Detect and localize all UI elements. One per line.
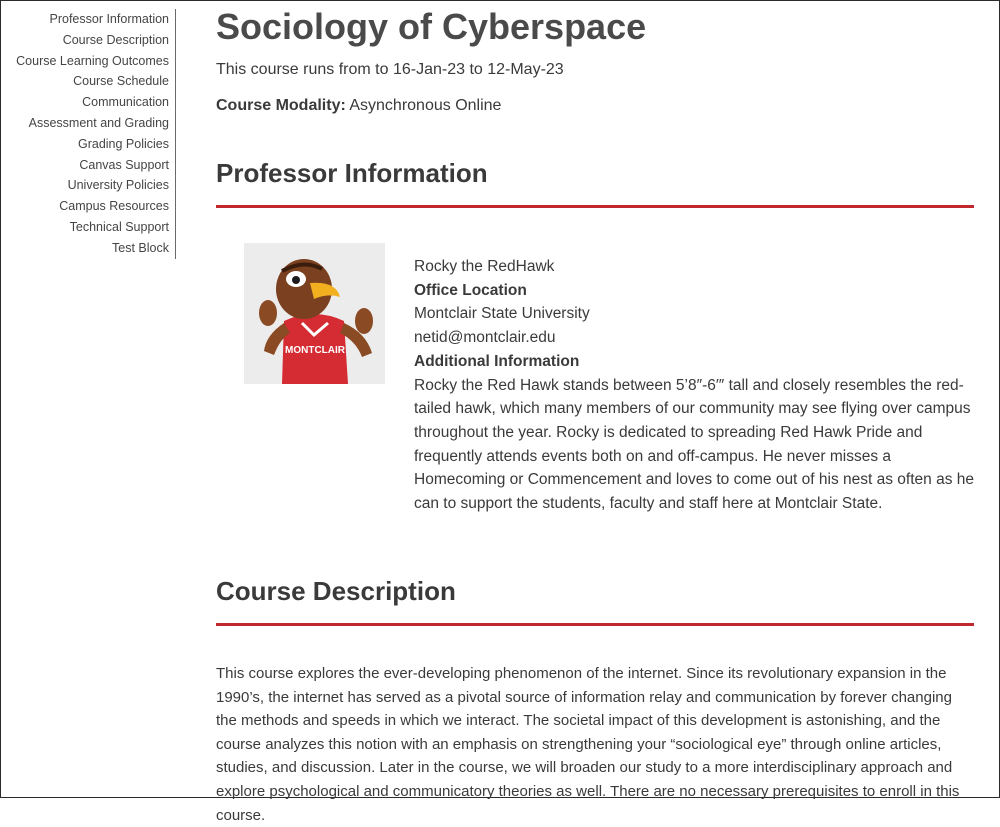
office-location-value: Montclair State University (414, 305, 590, 323)
additional-information-label: Additional Information (414, 352, 580, 370)
course-description-text: This course explores the ever-developing phenomenon of the internet. Since its revolutionary expansion in the 1990’s, the internet has served as a pivotal source of information relay and communication by forever changing the methods and speeds in which we interact. The societal impact of this development is astonishing, and the course analyzes this notion with an emphasis on strengthening your “sociological eye” through online articles, studies, and discussion. Later in the course, we will broaden our study to a more interdisciplinary approach and explore psychological and communicatory theories as well. There are no necessary prerequisites to enroll in this course. (216, 665, 960, 824)
professor-email[interactable]: netid@montclair.edu (414, 329, 556, 347)
sidebar-item-test-block[interactable]: Test Block (112, 240, 169, 255)
sidebar-item-course-description[interactable]: Course Description (62, 32, 169, 47)
sidebar-item-technical-support[interactable]: Technical Support (69, 219, 169, 234)
professor-name: Rocky the RedHawk (414, 258, 555, 275)
professor-details (414, 255, 974, 516)
course-dates: This course runs from to 16-Jan-23 to 12-May-23 (216, 61, 564, 78)
professor-information-heading: Professor Information (216, 158, 488, 188)
sidebar-item-assessment-and-grading[interactable]: Assessment and Grading (28, 115, 169, 130)
sidebar-item-grading-policies[interactable]: Grading Policies (77, 136, 169, 151)
section-divider (216, 205, 974, 208)
sidebar-nav (1, 9, 176, 259)
course-description-heading: Course Description (216, 576, 456, 606)
sidebar-item-university-policies[interactable]: University Policies (67, 178, 169, 193)
sidebar-item-campus-resources[interactable]: Campus Resources (59, 199, 169, 214)
sidebar-item-course-schedule[interactable]: Course Schedule (73, 74, 169, 89)
svg-text:MONTCLAIR: MONTCLAIR (285, 345, 345, 356)
sidebar-item-canvas-support[interactable]: Canvas Support (79, 157, 169, 172)
sidebar-item-professor-information[interactable]: Professor Information (49, 12, 169, 26)
course-modality-value: Asynchronous Online (349, 97, 502, 114)
course-modality (216, 95, 976, 117)
sidebar-item-communication[interactable]: Communication (82, 95, 169, 110)
course-modality-label: Course Modality: (216, 97, 346, 114)
mascot-redhawk-photo-icon (244, 243, 385, 384)
main-content (216, 1, 976, 827)
office-location-label: Office Location (414, 281, 527, 299)
professor-photo (244, 243, 385, 384)
additional-information-text: Rocky the Red Hawk stands between 5’8″-6′″ tall and closely resembles the red-tailed hawk, which many members of our community may see flying over campus throughout the year. Rocky is dedicated to spreading Red Hawk Pride and frequently attends events both on and off-campus. He never misses a Homecoming or Commencement and loves to come out of his nest as often as he can to support the students, faculty and staff here at Montclair State. (414, 376, 975, 513)
sidebar-item-course-learning-outcomes[interactable]: Course Learning Outcomes (16, 53, 169, 68)
section-divider (216, 623, 974, 626)
professor-card (216, 243, 976, 543)
page-title: Sociology of Cyberspace (216, 6, 647, 47)
